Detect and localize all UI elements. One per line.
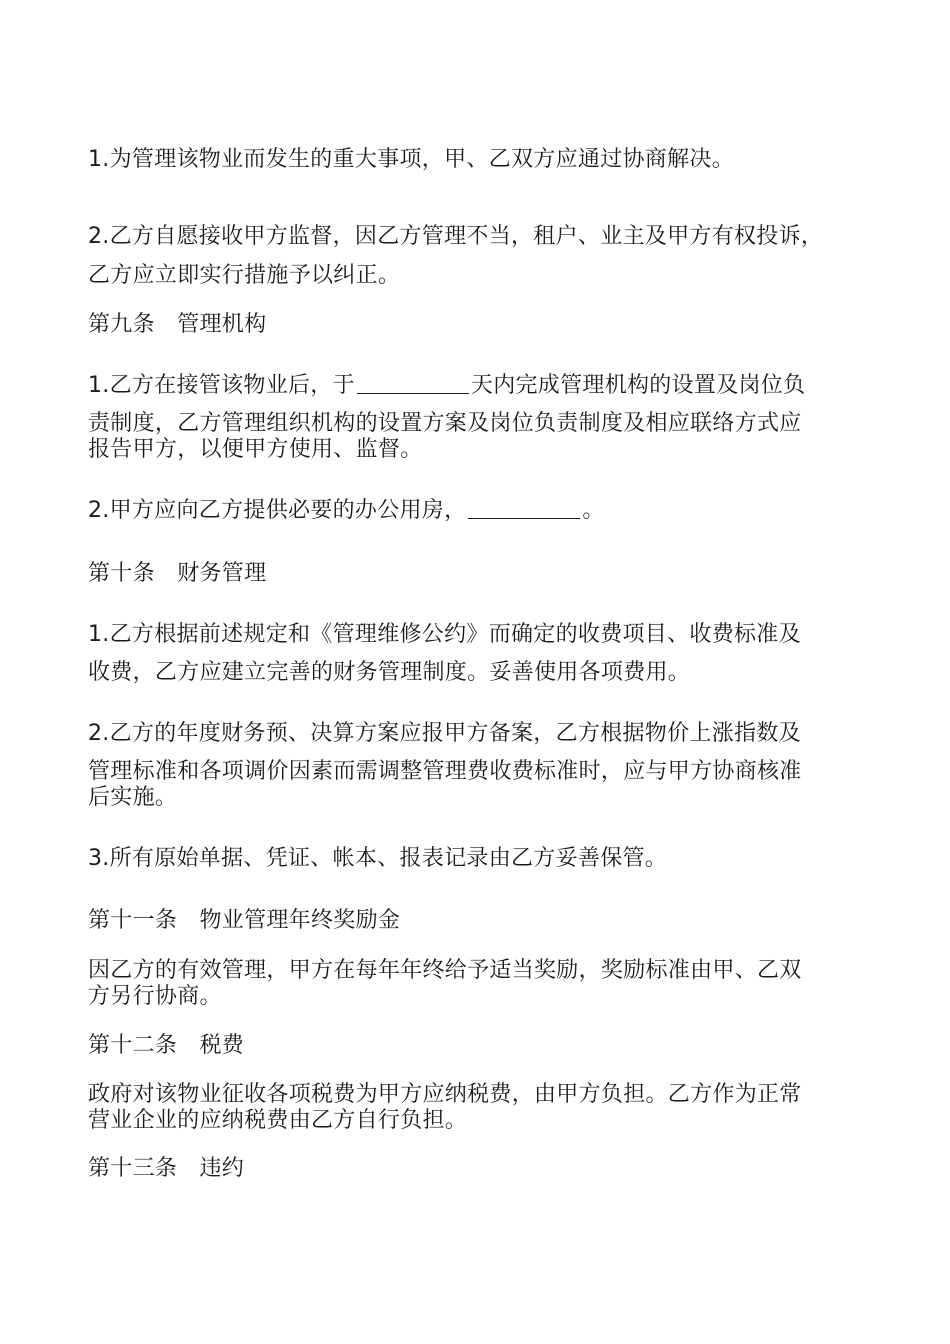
office-text-end: 。 [582, 498, 605, 523]
paragraph-budget-line-1: 2.乙方的年度财务预、决算方案应报甲方备案，乙方根据物价上涨指数及 [88, 721, 801, 746]
paragraph-supervision-line-2: 乙方应立即实行措施予以纠正。 [88, 263, 401, 288]
days-blank [357, 373, 469, 394]
paragraph-tax-line-1: 政府对该物业征收各项税费为甲方应纳税费，由甲方负担。乙方作为正常 [88, 1082, 802, 1107]
org-text-before-blank: 1.乙方在接管该物业后，于 [88, 373, 355, 398]
paragraph-bonus-line-2: 方另行协商。 [88, 984, 222, 1009]
office-blank [468, 498, 580, 519]
paragraph-budget-line-2: 管理标准和各项调价因素而需调整管理费收费标准时，应与甲方协商核准 [88, 759, 802, 784]
heading-article-9: 第九条 管理机构 [88, 312, 267, 337]
paragraph-supervision-line-1: 2.乙方自愿接收甲方监督，因乙方管理不当，租户、业主及甲方有权投诉， [88, 224, 824, 249]
org-text-after-blank: 天内完成管理机构的设置及岗位负 [470, 373, 806, 398]
paragraph-org-line-1 [88, 372, 805, 400]
paragraph-office-space [88, 497, 605, 525]
paragraph-bonus-line-1: 因乙方的有效管理，甲方在每年年终给予适当奖励，奖励标准由甲、乙双 [88, 958, 802, 983]
paragraph-org-line-2: 责制度，乙方管理组织机构的设置方案及岗位负责制度及相应联络方式应 [88, 411, 802, 436]
paragraph-fees-line-2: 收费，乙方应建立完善的财务管理制度。妥善使用各项费用。 [88, 660, 691, 685]
heading-article-10: 第十条 财务管理 [88, 561, 267, 586]
paragraph-tax-line-2: 营业企业的应纳税费由乙方自行负担。 [88, 1108, 468, 1133]
paragraph-records: 3.所有原始单据、凭证、帐本、报表记录由乙方妥善保管。 [88, 846, 668, 871]
paragraph-org-line-3: 报告甲方，以便甲方使用、监督。 [88, 437, 423, 462]
heading-article-13: 第十三条 违约 [88, 1156, 245, 1181]
paragraph-major-matters: 1.为管理该物业而发生的重大事项，甲、乙双方应通过协商解决。 [88, 147, 734, 172]
paragraph-fees-line-1: 1.乙方根据前述规定和《管理维修公约》而确定的收费项目、收费标准及 [88, 622, 801, 647]
office-text-before-blank: 2.甲方应向乙方提供必要的办公用房， [88, 498, 467, 523]
paragraph-budget-line-3: 后实施。 [88, 785, 178, 810]
heading-article-11: 第十一条 物业管理年终奖励金 [88, 908, 401, 933]
heading-article-12: 第十二条 税费 [88, 1033, 245, 1058]
